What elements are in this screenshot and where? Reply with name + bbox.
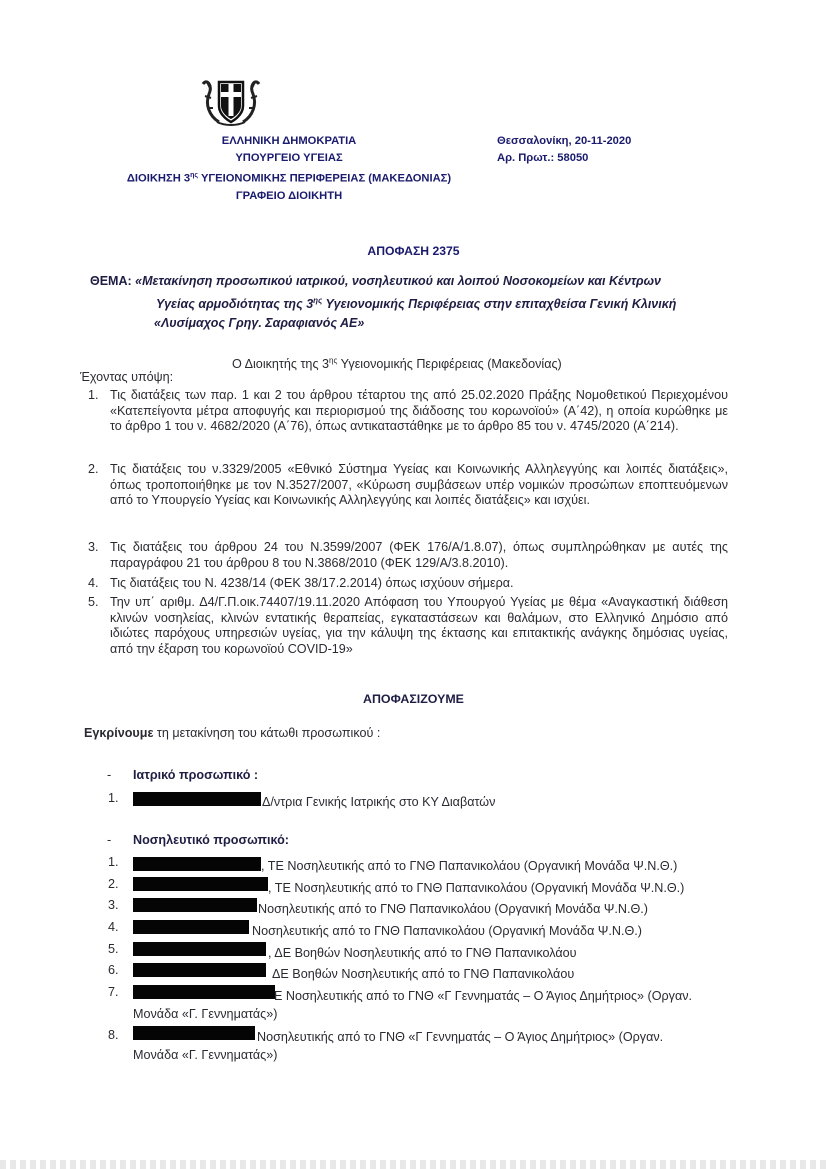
decision-title: ΑΠΟΦΑΣΗ 2375	[367, 244, 460, 258]
subject-line-3: «Λυσίμαχος Γρηγ. Σαραφιανός ΑΕ»	[154, 316, 365, 331]
consideration-text: Τις διατάξεις των παρ. 1 και 2 του άρθρου τέταρτου της από 25.02.2020 Πράξης Νομοθετικού Περιεχομένου «Κατεπείγοντα μέτρα αποφυγής και περιορισμού της διάδοσης του κορωνοϊού» (Α΄42), η οποία κυρώθηκε με το άρθρο 1 του ν. 4682/2020 (Α΄76), όπως αντικαταστάθηκε με το άρθρο 85 του ν. 4745/2020 (Α΄214).	[110, 388, 728, 433]
staff-item-number: 4.	[108, 920, 119, 934]
staff-item-text: Ε Νοσηλευτικής από το ΓΝΘ «Γ Γεννηματάς – Ο Άγιος Δημήτριος» (Οργαν.	[274, 989, 693, 1003]
consideration-text: Τις διατάξεις του άρθρου 24 του Ν.3599/2007 (ΦΕΚ 176/Α/1.8.07), όπως συμπληρώθηκαν με αυτές της παραγράφου 21 του άρθρου 8 του Ν.3868/2010 (ΦΕΚ 129/Α/3.8.2010).	[110, 540, 728, 570]
redacted-name	[133, 898, 257, 912]
staff-item-text: Νοσηλευτικής από το ΓΝΘ Παπανικολάου (Οργανική Μονάδα Ψ.Ν.Θ.)	[258, 902, 648, 916]
staff-item-number: 2.	[108, 877, 119, 891]
decide-heading: ΑΠΟΦΑΣΙΖΟΥΜΕ	[363, 692, 464, 706]
issuer-block	[124, 133, 454, 205]
redacted-name	[133, 985, 275, 999]
staff-item-text: , ΔΕ Βοηθών Νοσηλευτικής από το ΓΝΘ Παπανικολάου	[268, 946, 577, 960]
date-protocol-block	[497, 133, 697, 167]
staff-item-text: ΔΕ Βοηθών Νοσηλευτικής από το ΓΝΘ Παπανικολάου	[272, 967, 575, 981]
redacted-name	[133, 1026, 255, 1040]
staff-item-continuation: Μονάδα «Γ. Γεννηματάς»)	[133, 1048, 278, 1062]
issuer-republic: ΕΛΛΗΝΙΚΗ ΔΗΜΟΚΡΑΤΙΑ	[221, 135, 357, 147]
consideration-text: Τις διατάξεις του Ν. 4238/14 (ΦΕΚ 38/17.2.2014) όπως ισχύουν σήμερα.	[110, 576, 514, 590]
staff-item-text: Δ/ντρια Γενικής Ιατρικής στο ΚΥ Διαβατών	[262, 795, 496, 809]
medical-staff-heading: Ιατρικό προσωπικό :	[133, 768, 259, 782]
staff-item-number: 5.	[108, 942, 119, 956]
redacted-name	[133, 920, 249, 934]
staff-item-text: , ΤΕ Νοσηλευτικής από το ΓΝΘ Παπανικολάου (Οργανική Μονάδα Ψ.Ν.Θ.)	[268, 881, 685, 895]
redacted-name	[133, 942, 266, 956]
director-line: Ο Διοικητής της $3^{\eta\varsigma}$ Υγειονομικής Περιφέρειας (Μακεδονίας)	[232, 356, 562, 372]
consideration-number: 1.	[88, 388, 99, 402]
staff-item-text: , ΤΕ Νοσηλευτικής από το ΓΝΘ Παπανικολάου (Οργανική Μονάδα Ψ.Ν.Θ.)	[261, 859, 678, 873]
issuer-ministry: ΥΠΟΥΡΓΕΙΟ ΥΓΕΙΑΣ	[235, 152, 343, 164]
issuer-authority: ΔΙΟΙΚΗΣΗ $3^{\eta\varsigma}$ ΥΓΕΙΟΝΟΜΙΚΗΣ ΠΕΡΙΦΕΡΕΙΑΣ (ΜΑΚΕΔΟΝΙΑΣ)	[126, 172, 452, 185]
consideration-text: Την υπ΄ αριθμ. Δ4/Γ.Π.οικ.74407/19.11.2020 Απόφαση του Υπουργού Υγείας με θέμα «Αναγκαστική διάθεση κλινών νοσηλείας, κλινών εντατικής θεραπείας, εγκαταστάσεων και θαλάμων, στο Ελληνικό Δημόσιο από ιδιώτες παρόχους υπηρεσιών υγείας, για την κάλυψη της έκτασης και επιτακτικής ανάγκης δημόσιας υγείας, από την έξαρση του κορωνοϊού COVID-19»	[110, 595, 728, 656]
considering-label: Έχοντας υπόψη:	[80, 370, 174, 384]
issuer-office: ΓΡΑΦΕΙΟ ΔΙΟΙΚΗΤΗ	[235, 189, 343, 202]
staff-item-continuation: Μονάδα «Γ. Γεννηματάς»)	[133, 1007, 278, 1021]
consideration-number: 4.	[88, 576, 99, 590]
staff-item-text: Νοσηλευτικής από το ΓΝΘ Παπανικολάου (Οργανική Μονάδα Ψ.Ν.Θ.)	[252, 924, 642, 938]
greek-coat-of-arms-icon	[199, 76, 263, 128]
scan-bottom-edge	[0, 1160, 827, 1169]
consideration-number: 3.	[88, 540, 99, 554]
staff-item-number: 1.	[108, 855, 119, 869]
subject-label: ΘΕΜΑ:	[90, 274, 132, 288]
approve-line: Εγκρίνουμε τη μετακίνηση του κάτωθι προσωπικού :	[84, 726, 381, 740]
consideration-number: 2.	[88, 462, 99, 476]
staff-item-number: 7.	[108, 985, 119, 999]
consideration-text: Τις διατάξεις του ν.3329/2005 «Εθνικό Σύστημα Υγείας και Κοινωνικής Αλληλεγγύης και λοιπές διατάξεις», όπως τροποποιήθηκε με τον Ν.3527/2007, «Κύρωση συμβάσεων υπέρ νομικών προσώπων εποπτευόμενων από το Υπουργείο Υγείας και Κοινωνικής Αλληλεγγύης και λοιπές διατάξεις» και ισχύει.	[110, 462, 728, 507]
dash-bullet: -	[107, 768, 112, 782]
subject-line-1: «Μετακίνηση προσωπικού ιατρικού, νοσηλευτικού και λοιπού Νοσοκομείων και Κέντρων	[131, 274, 662, 288]
redacted-name	[133, 877, 268, 891]
redacted-name	[133, 792, 261, 806]
staff-item-number: 3.	[108, 898, 119, 912]
subject-line-2: Υγείας αρμοδιότητας της $3^{\eta\varsigma}$ Υγειονομικής Περιφέρειας στην επιταχθείσα Γενική Κλινική	[156, 296, 677, 312]
subject-block	[90, 272, 750, 333]
dash-bullet: -	[107, 833, 112, 847]
staff-item-number: 8.	[108, 1028, 119, 1042]
protocol-number: Αρ. Πρωτ.: 58050	[497, 152, 589, 164]
staff-item-text: Νοσηλευτικής από το ΓΝΘ «Γ Γεννηματάς – Ο Άγιος Δημήτριος» (Οργαν.	[257, 1030, 664, 1044]
place-date: Θεσσαλονίκη, 20-11-2020	[497, 135, 632, 147]
staff-item-number: 1.	[108, 791, 119, 805]
consideration-number: 5.	[88, 595, 99, 609]
redacted-name	[133, 963, 266, 977]
redacted-name	[133, 857, 261, 871]
staff-item-number: 6.	[108, 963, 119, 977]
nursing-staff-heading: Νοσηλευτικό προσωπικό:	[133, 833, 289, 847]
